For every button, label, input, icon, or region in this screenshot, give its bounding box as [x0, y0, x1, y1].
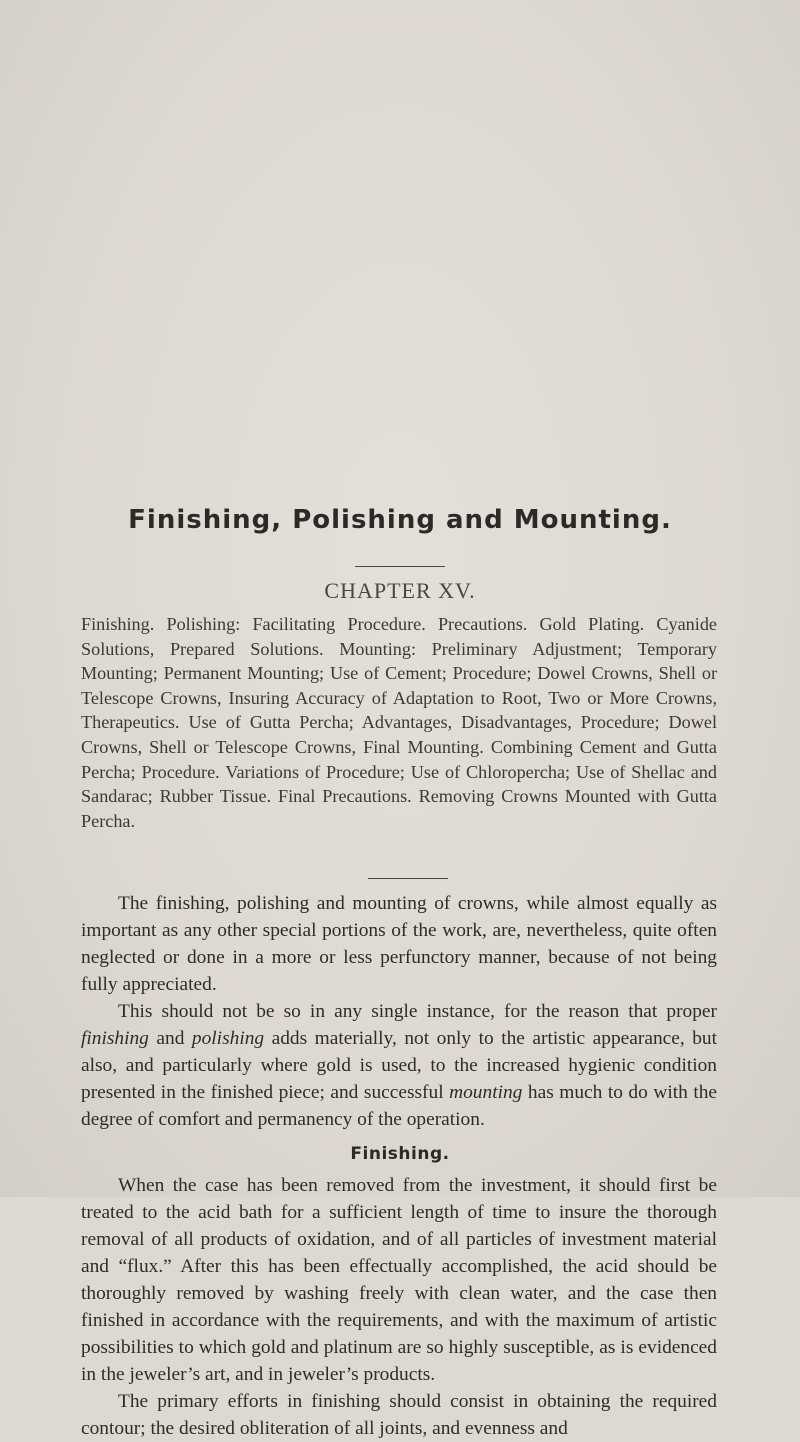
finishing-text: [81, 1172, 717, 1442]
term-polishing: polishing: [191, 1028, 265, 1049]
intro-paragraph-2: [81, 998, 717, 1133]
intro-text: [81, 890, 717, 1133]
intro-p2-text-a: This should not be so in any single instance, for the reason that proper: [118, 1001, 717, 1022]
section-heading-finishing: Finishing.: [350, 1144, 450, 1164]
intro-p2-text-b: and: [148, 1028, 192, 1049]
term-mounting: mounting: [449, 1082, 523, 1103]
page-header: Finishing, Polishing and Mounting.: [128, 505, 672, 535]
summary-divider: [368, 878, 448, 879]
finishing-paragraph-1: When the case has been removed from the investment, it should first be treated to the acid bath for a sufficient length of time to insure the thorough removal of all products of oxidation, and of all particles of investment material and “flux.” After this has been effectually accomplished, the acid should be thoroughly removed by washing freely with clean water, and the case then finished in accordance with the requirements, and with the maximum of artistic possibilities to which gold and platinum are so highly susceptible, as is evidenced in the jeweler’s art, and in jeweler’s products.: [81, 1175, 717, 1385]
term-finishing: finishing: [81, 1028, 149, 1049]
intro-p2-text-d: has much to do with the degree of comfort and permanency of the operation.: [81, 1082, 718, 1130]
header-divider: [355, 566, 445, 567]
chapter-summary: Finishing. Polishing: Facilitating Procedure. Precautions. Gold Plating. Cyanide Solutions, Prepared Solutions. Mounting: Preliminary Adjustment; Temporary Mounting; Permanent Mounting; Use of Cement; Procedure; Dowel Crowns, Shell or Telescope Crowns, Insuring Accuracy of Adaptation to Root, Two or More Crowns, Therapeutics. Use of Gutta Percha; Advantages, Disadvantages, Procedure; Dowel Crowns, Shell or Telescope Crowns, Final Mounting. Combining Cement and Gutta Percha; Procedure. Variations of Procedure; Use of Chloropercha; Use of Shellac and Sandarac; Rubber Tissue. Final Precautions. Removing Crowns Mounted with Gutta Percha.: [81, 614, 717, 831]
finishing-paragraph-2: The primary efforts in finishing should consist in obtaining the required contour; the desired obliteration of all joints, and evenness and: [81, 1391, 717, 1439]
intro-p2-text-c: adds materially, not only to the artistic appearance, but also, and particularly where gold is used, to the increased hygienic condition presented in the finished piece; and successful: [81, 1028, 717, 1103]
chapter-title: CHAPTER XV.: [324, 578, 476, 603]
intro-paragraph-1: The finishing, polishing and mounting of crowns, while almost equally as important as any other special portions of the work, are, nevertheless, quite often neglected or done in a more or less perfunctory manner, because of not being fully appreciated.: [81, 893, 717, 995]
